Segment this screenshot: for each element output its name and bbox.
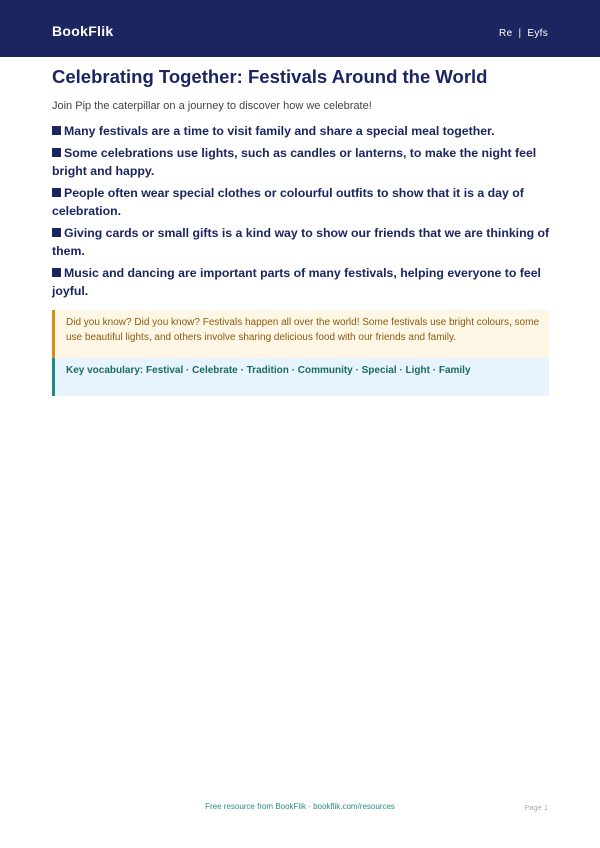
square-bullet-icon bbox=[52, 228, 61, 237]
square-bullet-icon bbox=[52, 188, 61, 197]
did-you-know-text: Did you know? Did you know? Festivals happen all over the world! Some festivals use bright colours, some use beautiful lights, and others involve sharing delicious food with our friends and family. bbox=[66, 317, 540, 343]
level-label: Eyfs bbox=[527, 28, 548, 39]
square-bullet-icon bbox=[52, 148, 61, 157]
intro-text: Join Pip the caterpillar on a journey to discover how we celebrate! bbox=[52, 100, 372, 112]
square-bullet-icon bbox=[52, 126, 61, 135]
page-title: Celebrating Together: Festivals Around the World bbox=[52, 66, 488, 87]
bullet-item bbox=[52, 224, 552, 260]
brand-logo[interactable]: BookFlik bbox=[52, 23, 114, 39]
header-meta bbox=[499, 28, 548, 39]
bullet-text: Giving cards or small gifts is a kind way to show our friends that we are thinking of them. bbox=[52, 226, 550, 258]
bullet-text: Music and dancing are important parts of many festivals, helping everyone to feel joyful. bbox=[52, 266, 541, 298]
vocabulary-callout bbox=[52, 358, 549, 396]
bullet-text: Many festivals are a time to visit family and share a special meal together. bbox=[64, 124, 495, 138]
header-bar bbox=[0, 0, 600, 57]
vocabulary-text: Key vocabulary: Festival · Celebrate · Tradition · Community · Special · Light · Family bbox=[66, 365, 471, 376]
did-you-know-callout bbox=[52, 310, 549, 358]
bullet-text: Some celebrations use lights, such as candles or lanterns, to make the night feel bright and happy. bbox=[52, 146, 537, 178]
meta-separator: | bbox=[518, 28, 522, 39]
bullet-text: People often wear special clothes or colourful outfits to show that it is a day of celebration. bbox=[52, 186, 524, 218]
bullet-item bbox=[52, 122, 552, 140]
page-number: Page 1 bbox=[524, 803, 548, 812]
bullet-item bbox=[52, 264, 552, 300]
bullet-item bbox=[52, 184, 552, 220]
bullet-list bbox=[52, 122, 552, 304]
subject-label: Re bbox=[499, 28, 513, 39]
footer-credit[interactable]: Free resource from BookFlik · bookflik.com/resources bbox=[205, 802, 395, 811]
square-bullet-icon bbox=[52, 268, 61, 277]
bullet-item bbox=[52, 144, 552, 180]
